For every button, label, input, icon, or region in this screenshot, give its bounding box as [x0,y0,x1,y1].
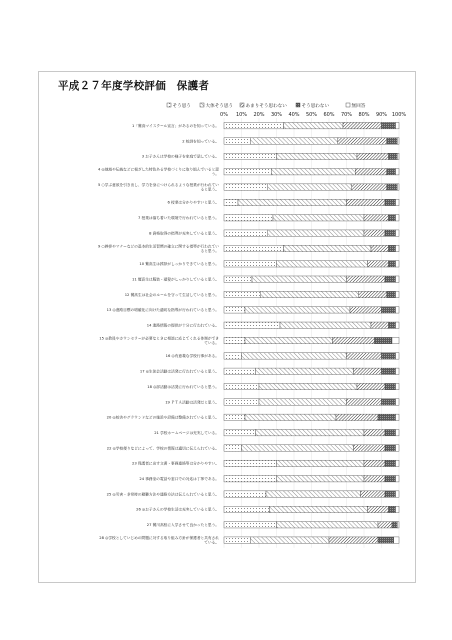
legend-swatch [240,103,244,107]
bar-segment [385,276,396,282]
bar-segment [284,245,372,251]
x-tick-label: 40% [288,112,300,118]
bar-segment [242,353,347,359]
bar-segment [224,399,259,405]
bar-segment [347,276,386,282]
bar-segment [364,429,385,435]
bar-segment [364,460,385,466]
bar-segment [396,215,400,221]
category-label: 14 進路情報の提供が十分に行われている。 [146,323,219,328]
bar-segment [259,383,357,389]
bar-segment [396,506,400,512]
x-tick-label: 10% [235,112,248,118]
category-label: 16 ◎有意義な学校行事がある。 [165,354,219,359]
bar-segment [382,399,396,405]
bar-segment [224,506,270,512]
bar-segment [359,291,387,297]
bar-segment [368,261,389,267]
category-label: 6 授業は分かりやすいと思う。 [167,200,219,205]
bar-segment [387,138,398,144]
bar-segment [396,399,400,405]
bar-segment [224,337,245,343]
bar-segment [224,445,242,451]
bar-segment [385,460,396,466]
bar-segment [280,322,371,328]
bar-segment [396,429,400,435]
bar-segment [238,199,347,205]
bar-segment [396,322,400,328]
category-label: 26 ◎お子さんの学校生活は充実していると思う。 [136,507,219,512]
category-label: 17 ◎生徒会活動は活発に行われていると思う。 [139,369,219,374]
bar-segment [245,414,336,420]
bar-segment [273,215,364,221]
bar-segment [224,322,280,328]
category-label: 24 事務室の電話や窓口での対応は丁寧である。 [139,477,219,482]
x-tick-labels [220,112,406,118]
bar-segment [224,138,250,144]
bar-segment [338,138,387,144]
bar-segment [277,460,365,466]
bar-segment [224,537,250,543]
category-label: 2 校訓を知っている。 [182,139,219,144]
category-label: 28 ◎学校としていじめの問題に対する取り組み方針が保護者と共有されている。 [99,535,219,545]
bar-segment [224,476,277,482]
category-label: 11 鷲高生は服装・頭髪がしっかりしていると思う。 [132,277,219,282]
bar-segment [364,476,385,482]
x-tick-label: 100% [391,112,407,118]
bar-segment [224,184,268,190]
bar-segment [396,291,400,297]
x-tick-label: 20% [253,112,265,118]
bar-segment [347,353,382,359]
bar-segment [284,122,344,128]
bar-segment [224,153,277,159]
bar-segment [333,337,375,343]
bar-segment [224,199,238,205]
bar-segment [396,353,400,359]
bar-segment [389,245,396,251]
bar-segment [385,476,396,482]
bar-segment [268,230,364,236]
bar-segment [397,153,399,159]
bar-segment [364,215,389,221]
legend [167,102,366,109]
bar-segment [396,122,400,128]
category-label: 19 ＰＴＡ活動は活発だと思う。 [165,400,219,405]
category-label: 21 学校ホームページは充実している。 [154,430,219,435]
bar-segment [378,522,392,528]
bar-segment [389,506,396,512]
bar-segment [396,199,400,205]
bar-segment [277,261,368,267]
bar-segment [396,230,400,236]
bar-segment [396,460,400,466]
bar-segment [224,383,259,389]
bar-segment [396,368,400,374]
bar-segment [378,414,396,420]
bar-segment [224,429,256,435]
legend-label: そう思う [172,104,191,109]
bar-segment [224,169,271,175]
bar-segment [385,491,396,497]
bar-segment [389,153,398,159]
bar-segment [336,414,378,420]
legend-swatch [167,103,171,107]
bar-segment [396,491,400,497]
bar-segment [396,261,400,267]
bar-segment [382,122,396,128]
bar-segment [224,245,284,251]
x-tick-label: 70% [340,112,353,118]
x-tick-label: 30% [270,112,283,118]
legend-swatch [296,103,300,107]
category-labels [98,123,219,545]
bar-segment [394,537,399,543]
bar-segment [261,291,359,297]
bar-segment [224,291,261,297]
bar-segment [396,307,400,313]
bar-segment [371,245,389,251]
legend-label: あまりそう思わない [245,104,287,109]
bar-segment [385,445,396,451]
bar-segment [378,537,394,543]
legend-label: そう思わない [301,104,330,109]
category-label: 15 ◎教員やカウンセラーが必要なときに相談に応じてくれる体制ができている。 [99,336,219,345]
bar-segment [224,307,245,313]
bar-segment [250,138,338,144]
bar-segment [347,199,386,205]
legend-label: 無回答 [351,104,366,109]
bar-segment [242,445,354,451]
bar-segment [343,122,382,128]
bar-segment [350,307,382,313]
bar-segment [357,383,385,389]
bar-segment [245,307,350,313]
bar-segment [224,460,277,466]
bar-segment [396,414,400,420]
bar-segment [252,276,347,282]
bar-segment [347,399,382,405]
category-label: 9 ○挨拶やマナーなどの基本的生活習慣の確立に関する指導が行われていると思う。 [97,244,219,253]
bar-segment [389,322,396,328]
bar-segment [385,230,396,236]
bar-segment [364,230,385,236]
bar-segment [245,337,333,343]
bar-segment [224,261,277,267]
legend-swatch [200,103,204,107]
bar-segment [397,138,399,144]
bar-segment [357,153,389,159]
category-label: 1「鷲高マイスクール宣言」があるのを知っている。 [132,123,219,128]
bar-segment [382,307,396,313]
bar-segment [392,522,397,528]
bar-segment [224,215,273,221]
category-label: 3 お子さんは学校の様子を家庭で話している。 [141,154,219,159]
x-tick-label: 90% [375,112,388,118]
bar-segment [224,276,252,282]
bar-segment [396,169,400,175]
bar-segment [387,184,398,190]
category-label: 18 ◎部活動は活発に行われていると思う。 [147,384,219,389]
bar-segment [396,276,400,282]
legend-label: 大体そう思う [205,104,234,109]
bar-segment [389,215,396,221]
category-label: 27 鷲川高校に入学させて良かったと思う。 [146,523,219,528]
chart-title: 平成２７年度学校評価 保護者 [58,80,210,92]
bar-segment [266,491,361,497]
bar-segment [354,368,382,374]
bar-segment [375,337,393,343]
x-tick-label: 80% [358,112,370,118]
bar-segment [396,245,400,251]
category-label: 8 資格取得の指導が充実していると思う。 [149,231,219,236]
category-label: 12 鷲高生は社会のルールを守って生活していると思う。 [124,292,219,297]
bar-segment [361,491,386,497]
bar-segment [396,445,400,451]
bar-segment [224,230,268,236]
category-label: 22 ◎学校便りなどによって、学校の情報は適切に伝えられている。 [106,446,219,451]
bar-segment [256,368,354,374]
bar-segment [224,522,277,528]
bar-segment [224,491,266,497]
bar-segment [270,506,368,512]
category-label: 23 保護者に出す文書・事務連絡等は分かりやすい。 [132,461,219,466]
category-label: 25 ◎災害・非常時の避難方法や連絡方法は伝えられていると思う。 [106,492,219,497]
category-label: 10 鷲高生は挨拶がしっかりできていると思う。 [139,262,219,267]
x-tick-label: 60% [323,112,335,118]
bar-segment [250,537,329,543]
bar-segment [382,368,396,374]
bar-segment [389,261,396,267]
bar-segment [329,537,378,543]
bar-segment [385,383,396,389]
bar-segment [387,291,396,297]
bar-segment [224,353,242,359]
bar-segment [392,337,399,343]
category-label: 13 ◎進路目標の明確化に向けた適切な指導が行われていると思う。 [106,308,219,313]
grid [224,118,399,548]
bar-segment [271,169,355,175]
bar-segment [396,383,400,389]
bar-segment [355,169,387,175]
category-label: 7 授業は落ち着いた環境で行われていると思う。 [138,216,219,221]
bar-segment [385,199,396,205]
bar-segment [371,322,389,328]
category-label: 4 ◎地域や伝統などに根ざした特色ある学校づくりに取り組んでいると思う。 [97,167,219,177]
x-tick-label: 50% [305,112,318,118]
bar-segment [397,522,399,528]
bar-segment [277,153,358,159]
bar-segment [385,429,396,435]
category-label: 20 ◎校舎やグラウンドなどの施設や設備は整備されていると思う。 [106,415,219,420]
bar-segment [224,122,284,128]
bar-segment [352,184,387,190]
x-tick-label: 0% [220,112,228,118]
bar-segment [268,184,352,190]
bar-segment [387,169,396,175]
bar-segment [354,445,386,451]
bar-segment [396,476,400,482]
bar-segment [397,184,399,190]
category-label: 5 ○学ぶ意欲を引き出し、学力を身につけられるような授業が行われていると思う。 [98,182,219,192]
bar-segment [382,353,396,359]
bar-segment [277,522,379,528]
bar-segment [224,368,256,374]
bar-segment [256,429,365,435]
legend-swatch [346,103,350,107]
bar-segment [277,476,365,482]
bar-segment [259,399,347,405]
bar-segment [368,506,389,512]
bar-segment [224,414,245,420]
